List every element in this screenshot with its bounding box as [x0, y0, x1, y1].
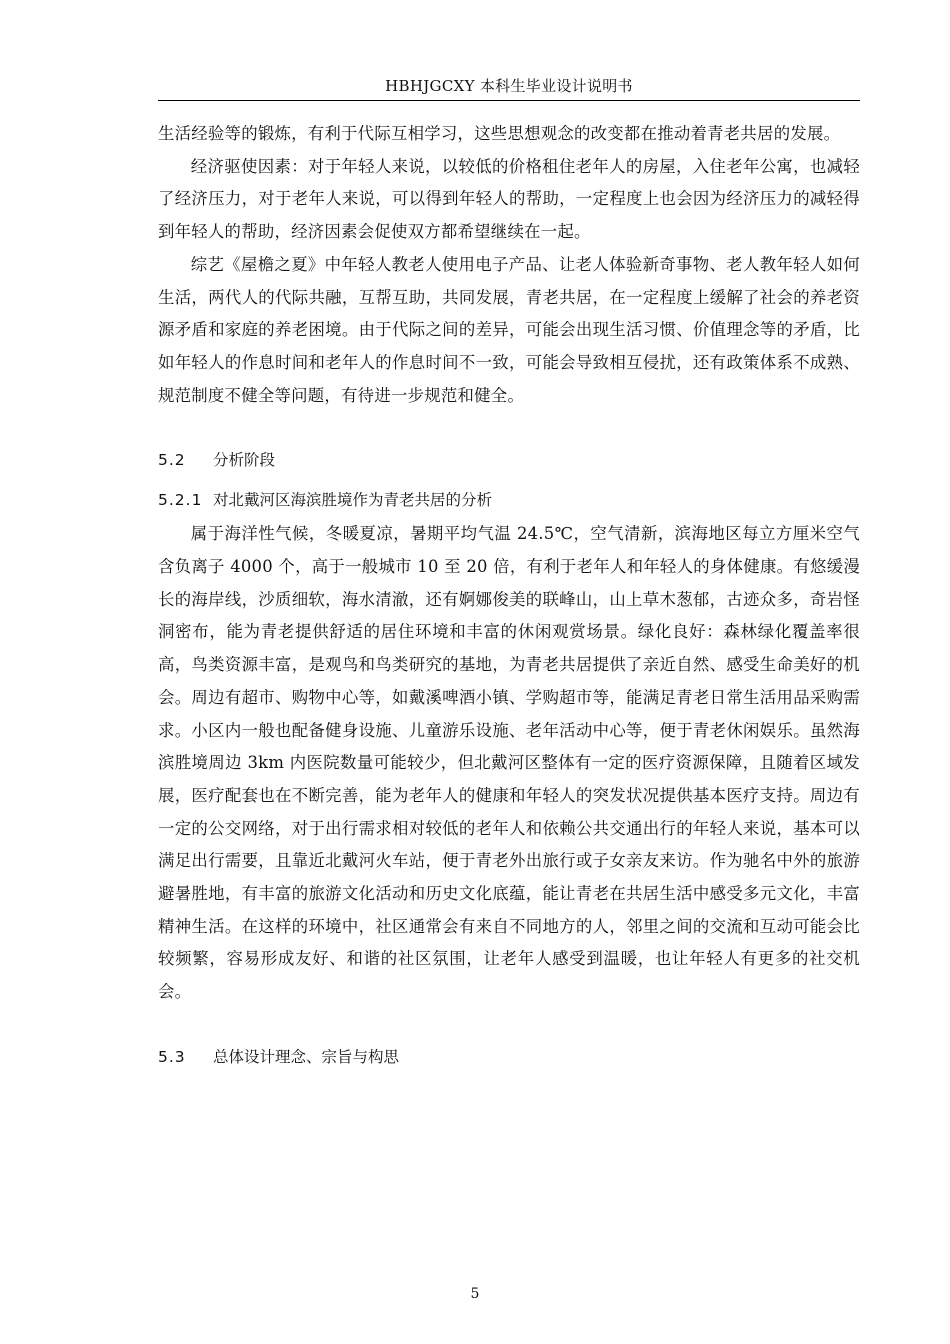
page-number: 5	[470, 1286, 480, 1302]
section-number: 5.3	[158, 1047, 186, 1066]
section-heading-5-3	[158, 1041, 860, 1073]
paragraph-economic-factors: 经济驱使因素：对于年轻人来说，以较低的价格租住老年人的房屋，入住老年公寓，也减轻了经济压力，对于老年人来说，可以得到年轻人的帮助，一定程度上也会因为经济压力的减轻得到年轻人的帮助，经济因素会促使双方都希望继续在一起。	[158, 156, 860, 242]
section-title: 分析阶段	[212, 451, 275, 470]
section-title: 对北戴河区海滨胜境作为青老共居的分析	[212, 491, 492, 510]
section-number: 5.2.1	[158, 491, 203, 510]
section-number: 5.2	[158, 451, 186, 470]
running-header: HBHJGCXY 本科生毕业设计说明书	[385, 77, 633, 95]
paragraph-continued: 生活经验等的锻炼，有利于代际互相学习，这些思想观念的改变都在推动着青老共居的发展。	[158, 124, 841, 143]
page-content	[158, 118, 860, 1073]
section-title: 总体设计理念、宗旨与构思	[212, 1047, 399, 1066]
paragraph-variety-show: 综艺《屋檐之夏》中年轻人教老人使用电子产品、让老人体验新奇事物、老人教年轻人如何生活，两代人的代际共融，互帮互助，共同发展，青老共居，在一定程度上缓解了社会的养老资源矛盾和家庭的养老困境。由于代际之间的差异，可能会出现生活习惯、价值理念等的矛盾，比如年轻人的作息时间和老年人的作息时间不一致，可能会导致相互侵扰，还有政策体系不成熟、规范制度不健全等问题，有待进一步规范和健全。	[158, 254, 860, 405]
header-rule	[158, 100, 860, 101]
paragraph-beidaihe-analysis: 属于海洋性气候，冬暖夏凉，暑期平均气温 24.5℃，空气清新，滨海地区每立方厘米空气含负离子 4000 个，高于一般城市 10 至 20 倍，有利于老年人和年轻人的身体健康。有悠缓漫长的海岸线，沙质细软，海水清澈，还有婀娜俊美的联峰山，山上草木葱郁，古迹众多，奇岩怪洞密布，能为青老提供舒适的居住环境和丰富的休闲观赏场景。绿化良好：森林绿化覆盖率很高，鸟类资源丰富，是观鸟和鸟类研究的基地，为青老共居提供了亲近自然、感受生命美好的机会。周边有超市、购物中心等，如戴溪啤酒小镇、学购超市等，能满足青老日常生活用品采购需求。小区内一般也配备健身设施、儿童游乐设施、老年活动中心等，便于青老休闲娱乐。虽然海滨胜境周边 3km 内医院数量可能较少，但北戴河区整体有一定的医疗资源保障，且随着区域发展，医疗配套也在不断完善，能为老年人的健康和年轻人的突发状况提供基本医疗支持。周边有一定的公交网络，对于出行需求相对较低的老年人和依赖公共交通出行的年轻人来说，基本可以满足出行需要，且靠近北戴河火车站，便于青老外出旅行或子女亲友来访。作为驰名中外的旅游避暑胜地，有丰富的旅游文化活动和历史文化底蕴，能让青老在共居生活中感受多元文化，丰富精神生活。在这样的环境中，社区通常会有来自不同地方的人，邻里之间的交流和互动可能会比较频繁，容易形成友好、和谐的社区氛围，让老年人感受到温暖，也让年轻人有更多的社交机会。	[158, 524, 860, 1002]
section-heading-5-2	[158, 444, 860, 476]
subsection-heading-5-2-1	[158, 484, 860, 516]
